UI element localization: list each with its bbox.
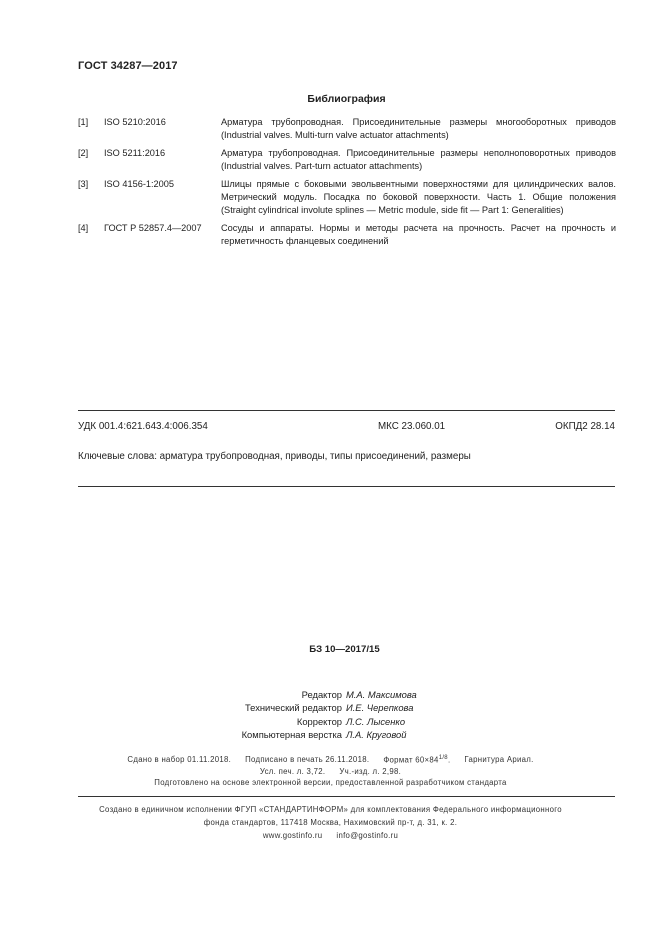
format-fraction: 1/8 [438, 755, 448, 761]
credit-role: Корректор [296, 715, 342, 727]
entry-number: [1] [78, 117, 89, 127]
divider-top [78, 410, 615, 411]
entry-code: ISO 5210:2016 [104, 117, 166, 127]
document-id: ГОСТ 34287—2017 [78, 60, 178, 72]
entry-number: [4] [78, 222, 89, 233]
okpd-code: ОКПД2 28.14 [555, 421, 615, 432]
credit-row [0, 688, 661, 701]
mks-code: МКС 23.060.01 [377, 421, 446, 432]
entry-text: Сосуды и аппараты. Нормы и методы расчета на прочность. Расчет на прочность и герметичность фланцевых соединений [221, 222, 616, 247]
bibliography-entry [78, 116, 616, 143]
classification-row [78, 421, 615, 432]
signed-date: Подписано в печать 26.11.2018. [245, 755, 370, 764]
pub-sheets: Уч.-изд. л. 2,98. [339, 767, 402, 776]
prepared-note: Подготовлено на основе электронной версии, предоставленной разработчиком стандарта [154, 778, 507, 787]
entry-text: Арматура трубопроводная. Присоединительные размеры многооборотных приводов (Industrial valves. Multi-turn valve actuator attachments) [221, 117, 616, 141]
bibliography-title: Библиография [307, 93, 386, 105]
typeface: Гарнитура Ариал. [464, 755, 534, 764]
entry-number: [3] [78, 178, 89, 189]
divider-bottom [78, 486, 615, 487]
paper-format: Формат $60\times 84^{1/8}$. [383, 755, 451, 765]
credit-row [0, 701, 661, 714]
entry-number: [2] [78, 147, 89, 158]
publication-line-1 [0, 755, 661, 765]
entry-code: ГОСТ Р 52857.4—2007 [104, 222, 202, 233]
website-link[interactable]: www.gostinfo.ru [262, 831, 323, 840]
divider-footer [78, 796, 615, 797]
sent-date: Сдано в набор 01.11.2018. [127, 755, 232, 764]
credit-name: Л.А. Круговой [346, 729, 407, 741]
bz-number: БЗ 10—2017/15 [309, 644, 380, 655]
footer-contacts [0, 829, 661, 842]
entry-code: ISO 4156-1:2005 [104, 178, 174, 189]
print-sheets: Усл. печ. л. 3,72. [259, 767, 326, 776]
publication-line-2 [0, 767, 661, 776]
credit-name: Л.С. Лысенко [346, 715, 406, 727]
footer [0, 803, 661, 842]
credit-role: Редактор [301, 689, 342, 700]
credits [0, 688, 661, 742]
bibliography-list [78, 116, 616, 253]
credit-role: Технический редактор [244, 702, 342, 714]
udk-code: УДК 001.4:621.643.4:006.354 [78, 421, 208, 432]
bibliography-entry [78, 178, 616, 218]
credit-name: М.А. Максимова [346, 689, 417, 700]
entry-text: Арматура трубопроводная. Присоединительные размеры неполноповоротных приводов (Industrial valves. Part-turn actuator attachments) [221, 147, 616, 172]
entry-text: Шлицы прямые с боковыми эвольвентными поверхностями для цилиндрических валов. Метрический модуль. Посадка по боковой поверхности. Часть 1. Общие положения (Straight cylindrical involute splines — Metric module, side fit — Part 1: Generalities) [221, 178, 616, 216]
credit-row [0, 728, 661, 741]
bibliography-entry [78, 147, 616, 174]
entry-code: ISO 5211:2016 [104, 147, 166, 158]
credit-row [0, 715, 661, 728]
credit-name: И.Е. Черепкова [346, 702, 414, 714]
bibliography-entry [78, 222, 616, 249]
footer-line-1: Создано в единичном исполнении ФГУП «СТАНДАРТИНФОРМ» для комплектования Федерального информационного [99, 805, 562, 814]
keywords: Ключевые слова: арматура трубопроводная, приводы, типы присоединений, размеры [78, 451, 471, 462]
email-link[interactable]: info@gostinfo.ru [336, 831, 399, 840]
credit-role: Компьютерная верстка [241, 729, 342, 741]
footer-line-2: фонда стандартов, 117418 Москва, Нахимовский пр-т, д. 31, к. 2. [203, 818, 458, 827]
